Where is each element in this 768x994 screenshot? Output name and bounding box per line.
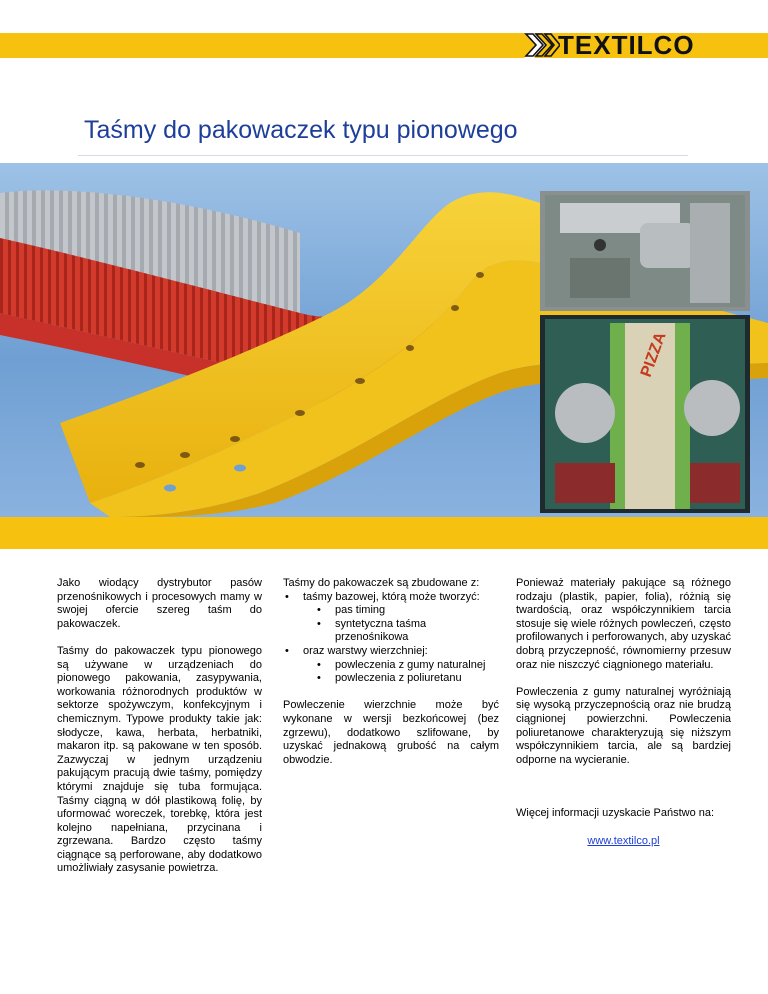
column-intro: [57, 577, 262, 876]
belts-illustration: [0, 163, 768, 517]
pizza-label: PIZZA: [637, 330, 670, 380]
title-divider: [78, 155, 688, 156]
list-item: • oraz warstwy wierzchniej: • powleczenia z gumy naturalnej • powleczenia z poliuretanu: [283, 645, 499, 686]
column-construction: [283, 577, 499, 767]
list-item: • powleczenia z poliuretanu: [283, 672, 499, 686]
construction-intro: Taśmy do pakowaczek są zbudowane z:: [283, 577, 480, 589]
list-item: • powleczenia z gumy naturalnej: [283, 659, 499, 673]
coating-paragraph: Powleczenie wierzchnie może być wykonane w wersji bezkońcowej (bez zgrzewu), dodatkowo szlifowane, by uzyskać jednakową grubość na całym obwodzie.: [283, 699, 499, 766]
list-item: • pas timing: [283, 604, 499, 618]
logo-text: TEXTILCO: [558, 30, 695, 60]
more-info-text: Więcej informacji uzyskacie Państwo na:: [516, 807, 715, 820]
coatings-compare-paragraph: Powleczenia z gumy naturalnej wyróżniają się wysoką przyczepnością oraz nie brudzą ciągnionej powierzchni. Powleczenia poliuretanowe charakteryzują się niższym współczynnikiem tarcia, ale są bardziej odporne na wycieranie.: [516, 685, 731, 766]
page-title: Taśmy do pakowaczek typu pionowego: [84, 116, 518, 144]
website-link[interactable]: www.textilco.pl: [587, 834, 660, 847]
list-item: • syntetyczna taśma przenośnikowa: [283, 618, 499, 645]
chevron-logo-icon: [522, 30, 560, 60]
construction-list: [283, 591, 499, 686]
footer-yellow-bar: [0, 517, 768, 549]
column-materials: [516, 577, 731, 848]
intro-paragraph: Jako wiodący dystrybutor pasów przenośnikowych i procesowych mamy w swojej ofercie szereg taśm do pakowaczek.: [57, 577, 262, 630]
materials-paragraph: Ponieważ materiały pakujące są różnego rodzaju (plastik, papier, folia), różnią się twardością, oraz współczynnikiem tarcia stosuje się wiele różnych powleczeń, często profilowanych i perforowanych, aby uzyskać dobrą przyczepność, równomierny przesuw oraz nie niszczyć ciągnionego materiału.: [516, 577, 731, 671]
list-item: • taśmy bazowej, którą może tworzyć: • pas timing • syntetyczna taśma przenośnikowa: [283, 591, 499, 645]
textilco-logo[interactable]: [522, 30, 695, 60]
usage-paragraph: Taśmy do pakowaczek typu pionowego są używane w urządzeniach do pionowego pakowania, zasypywania, workowania różnorodnych produktów w sektorze spożywczym, konfekcyjnym i chemicznym. Typowe produkty takie jak: słodycze, kawa, herbata, herbatniki, makaron itp. są pakowane w ten sposób. Zazwyczaj w jednym urządzeniu pakującym pracują dwie taśmy, pomiędzy którymi znajduje się tuba formująca. Taśmy ciągną w dół plastikową folię, by uformować woreczek, torebkę, która jest kolejno napełniana, przycinana i zgrzewana. Bardzo często taśmy ciągnące są perforowane, aby dodatkowo umożliwiały zasysanie powietrza.: [57, 644, 262, 875]
hero-photo: [0, 163, 768, 517]
